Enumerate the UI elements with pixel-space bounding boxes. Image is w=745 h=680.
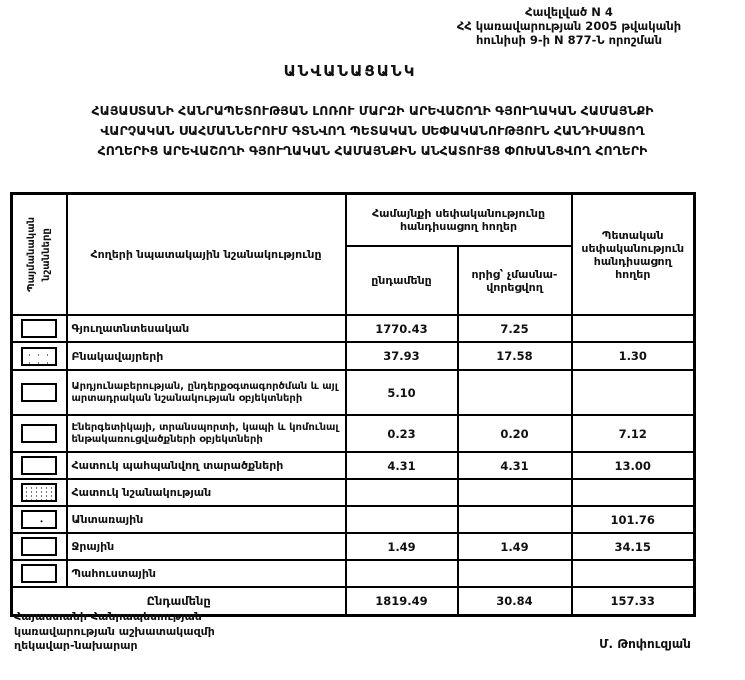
- row-name: Ջրային: [67, 533, 346, 560]
- signatory-line-3: ղեկավար-նախարար: [14, 639, 138, 652]
- subtitle-line-3: ՀՈՂԵՐԻՑ ԱՐԵՎԱՇՈՂԻ ԳՅՈՒՂԱԿԱՆ ՀԱՄԱՅՆՔԻՆ ԱՆՀԱՏՈՒՅՑ ՓՈԽԱՆՑՎՈՂ ՀՈՂԵՐԻ: [97, 143, 648, 158]
- table-row: [12, 506, 695, 533]
- row-state: 7.12: [572, 415, 695, 452]
- total-non-privatized: 30.84: [458, 587, 572, 616]
- row-state: 13.00: [572, 452, 695, 479]
- total-state: 157.33: [572, 587, 695, 616]
- annex-line-2: ՀՀ կառավարության 2005 թվականի: [456, 19, 682, 33]
- row-non-privatized: 17.58: [458, 342, 572, 370]
- table-row: [12, 452, 695, 479]
- row-community-total: 4.31: [346, 452, 458, 479]
- legend-cell: [12, 560, 67, 587]
- total-label: Ընդամենը: [12, 587, 346, 616]
- row-non-privatized: 0.20: [458, 415, 572, 452]
- row-community-total: [346, 560, 458, 587]
- legend-swatch: [21, 347, 57, 366]
- table-row: [12, 415, 695, 452]
- legend-cell: [12, 533, 67, 560]
- row-state: 101.76: [572, 506, 695, 533]
- signatory-title-block: [14, 610, 215, 654]
- row-state: [572, 560, 695, 587]
- row-community-total: 5.10: [346, 370, 458, 415]
- table-row: [12, 479, 695, 506]
- table-row: [12, 533, 695, 560]
- document-subtitle: [0, 101, 745, 161]
- page-title: ԱՆՎԱՆԱՑԱՆԿ: [283, 62, 417, 80]
- row-non-privatized: 4.31: [458, 452, 572, 479]
- row-name: Անտառային: [67, 506, 346, 533]
- row-state: 1.30: [572, 342, 695, 370]
- row-name: Արդյունաբերության, ընդերքօգտագործման և այլ արտադրական նշանակության օբյեկտների: [67, 370, 346, 415]
- signatory-line-1: Հայաստանի Հանրապետության: [14, 610, 202, 623]
- row-non-privatized: [458, 560, 572, 587]
- legend-swatch: [21, 564, 57, 583]
- header-symbols-label: Պայմանական նշանները: [26, 217, 53, 292]
- legend-cell: [12, 452, 67, 479]
- table-row: [12, 370, 695, 415]
- row-non-privatized: 7.25: [458, 315, 572, 342]
- legend-cell: [12, 415, 67, 452]
- row-state: 34.15: [572, 533, 695, 560]
- subtitle-line-1: ՀԱՅԱՍՏԱՆԻ ՀԱՆՐԱՊԵՏՈՒԹՅԱՆ ԼՈՌՈՒ ՄԱՐԶԻ ԱՐԵՎԱՇՈՂԻ ԳՅՈՒՂԱԿԱՆ ՀԱՄԱՅՆՔԻ: [91, 103, 654, 118]
- row-community-total: 1.49: [346, 533, 458, 560]
- row-community-total: 1770.43: [346, 315, 458, 342]
- annex-note: [399, 5, 739, 47]
- subtitle-line-2: ՎԱՐՉԱԿԱՆ ՍԱՀՄԱՆՆԵՐՈՒՄ ԳՏՆՎՈՂ ՊԵՏԱԿԱՆ ՍԵՓԱԿԱՆՈՒԹՅՈՒՆ ՀԱՆԴԻՍԱՑՈՂ: [100, 123, 645, 138]
- header-community-total: ընդամենը: [346, 246, 458, 315]
- row-state: [572, 479, 695, 506]
- row-non-privatized: [458, 506, 572, 533]
- row-non-privatized: 1.49: [458, 533, 572, 560]
- legend-swatch: [21, 483, 57, 502]
- legend-cell: [12, 479, 67, 506]
- table-row: [12, 560, 695, 587]
- row-non-privatized: [458, 370, 572, 415]
- signatory-line-2: կառավարության աշխատակազմի: [14, 624, 215, 638]
- legend-swatch: [21, 319, 57, 338]
- row-community-total: 37.93: [346, 342, 458, 370]
- row-name: Հատուկ պահպանվող տարածքների: [67, 452, 346, 479]
- legend-swatch: [21, 537, 57, 556]
- legend-swatch: [21, 456, 57, 475]
- row-name: Պահուստային: [67, 560, 346, 587]
- signatory-name: Մ. Թոփուզյան: [599, 637, 691, 651]
- row-state: [572, 370, 695, 415]
- legend-swatch: [21, 424, 57, 443]
- row-name: Բնակավայրերի: [67, 342, 346, 370]
- header-non-privatized: որից՝ չմասնա-վորեցվող: [458, 246, 572, 315]
- legend-cell: [12, 315, 67, 342]
- legend-swatch: [21, 383, 57, 402]
- total-community: 1819.49: [346, 587, 458, 616]
- legend-cell: [12, 506, 67, 533]
- legend-cell: [12, 342, 67, 370]
- table-row: [12, 342, 695, 370]
- row-state: [572, 315, 695, 342]
- row-community-total: [346, 506, 458, 533]
- legend-swatch: [21, 510, 57, 529]
- row-name: Հատուկ նշանակության: [67, 479, 346, 506]
- row-community-total: 0.23: [346, 415, 458, 452]
- land-table: [10, 192, 696, 617]
- header-community-group: Համայնքի սեփականությունը հանդիսացող հողեր: [346, 194, 572, 247]
- table-row: [12, 315, 695, 342]
- header-state: Պետական սեփականություն հանդիսացող հողեր: [572, 194, 695, 316]
- annex-line-1: Հավելված N 4: [525, 5, 613, 19]
- row-name: Գյուղատնտեսական: [67, 315, 346, 342]
- header-symbols: [12, 194, 67, 316]
- legend-cell: [12, 370, 67, 415]
- header-purpose: Հողերի նպատակային նշանակությունը: [67, 194, 346, 316]
- annex-line-3: հունիսի 9-ի N 877-Ն որոշման: [476, 33, 662, 47]
- row-community-total: [346, 479, 458, 506]
- row-non-privatized: [458, 479, 572, 506]
- row-name: Էներգետիկայի, տրանսպորտի, կապի և կոմունալ ենթակառուցվածքների օբյեկտների: [67, 415, 346, 452]
